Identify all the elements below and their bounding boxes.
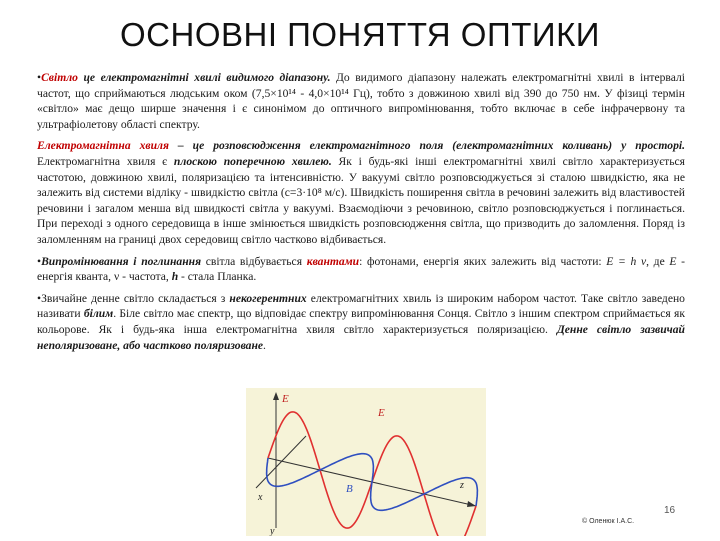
definition-em-wave: – це розповсюдження електромагнітного поля (електромагнітних коливань) у просторі.: [168, 139, 685, 153]
magnetic-field-wave: [267, 454, 478, 511]
text: Як і будь-які інші електромагнітні хвилі світло характеризується частотою, довжиною хвилі, поляризацією та інтенсивністю. У вакуумі світло розповсюджується зі сталою швидкістю, яка не залежить від системи відліку - швидкістю світла (c=3·10⁸ м/с). Швидкість поширення світла в речовині залежить від властивостей речовини і загалом менша від швидкості світла у вакуумі. Взаємодіючи з речовиною, світло розповсюджується і поглинається. При переході з одного середовища в інше змінюється швидкість розповсюдження світла, що призводить до заломлення. Поряд із заломленням на границі двох середовищ світло частково відбивається.: [37, 154, 686, 246]
page-title: ОСНОВНІ ПОНЯТТЯ ОПТИКИ: [119, 16, 601, 53]
text: : фотонами, енергія яких залежить від частоти:: [359, 254, 607, 268]
label-x: x: [258, 492, 263, 503]
text: електромагнітних хвиль із широким набором частот. Таке світло заведено називати: [37, 291, 685, 321]
text: Звичайне денне світло складається з: [41, 291, 230, 305]
unpolarized-statement: Денне світло зазвичай неполяризоване, або частково поляризоване: [37, 322, 685, 352]
bullet: •: [37, 71, 42, 84]
paragraph-light: [37, 70, 685, 132]
bullet: •: [37, 291, 42, 305]
term-white: білим: [83, 307, 114, 321]
electric-field-wave: [268, 412, 476, 536]
label-y: y: [270, 526, 275, 536]
e-axis-arrow: [273, 392, 279, 400]
term-em-wave: Електромагнітна хвиля: [37, 139, 169, 153]
term-light: Світло: [41, 71, 78, 84]
symbol-h: h: [171, 270, 179, 284]
paragraph-daylight: [37, 291, 685, 353]
text: До видимого діапазону належать електромагнітні хвилі в інтервалі частот, що сприймаються людським оком (7,5×10¹⁴ - 4,0×10¹⁴ Гц), тобто з довжиною хвилі від 390 до 750 нм. У фізиці термін «світло» має дещо ширше значення і є синонімом до оптичного випромінювання, тобто включає в себе інфрачервону та ультрафіолетову області спектру.: [37, 71, 685, 131]
text: - стала Планка.: [178, 270, 257, 284]
paragraph-em-wave: [37, 138, 685, 247]
symbol-e: E: [669, 254, 677, 268]
body-text: [37, 70, 685, 359]
label-e: E: [282, 393, 289, 405]
term-emission: Випромінювання і поглинання: [41, 254, 202, 268]
em-wave-figure: [246, 388, 486, 536]
text: .: [263, 338, 266, 352]
label-z: z: [460, 480, 464, 491]
definition-light: це електромагнітні хвилі видимого діапазону.: [77, 71, 331, 84]
page-number: 16: [664, 505, 676, 516]
plane-transverse-wave: плоскою поперечною хвилею.: [173, 154, 332, 168]
label-b: B: [346, 483, 353, 495]
text: Електромагнітна хвиля є: [37, 154, 174, 168]
formula: E = h ν: [606, 254, 647, 268]
text: - енергія кванта, ν - частота,: [37, 254, 685, 284]
author-credit: © Оленюк І.А.С.: [582, 518, 635, 525]
label-e-vector: E: [378, 407, 385, 419]
term-quanta: квантами: [306, 254, 360, 268]
em-wave-diagram: [246, 388, 486, 536]
text: світла відбувається: [201, 254, 307, 268]
z-axis-arrow: [467, 501, 476, 507]
term-incoherent: некогерентних: [229, 291, 307, 305]
bullet: •: [37, 254, 42, 268]
text: , де: [646, 254, 670, 268]
text: . Біле світло має спектр, що відповідає спектру випромінювання Сонця. Світло з іншим спектром сприймається як кольорове. Як і будь-яка інша електромагнітна хвиля світло характеризується поляризацією.: [37, 307, 685, 336]
paragraph-emission: [37, 254, 685, 285]
